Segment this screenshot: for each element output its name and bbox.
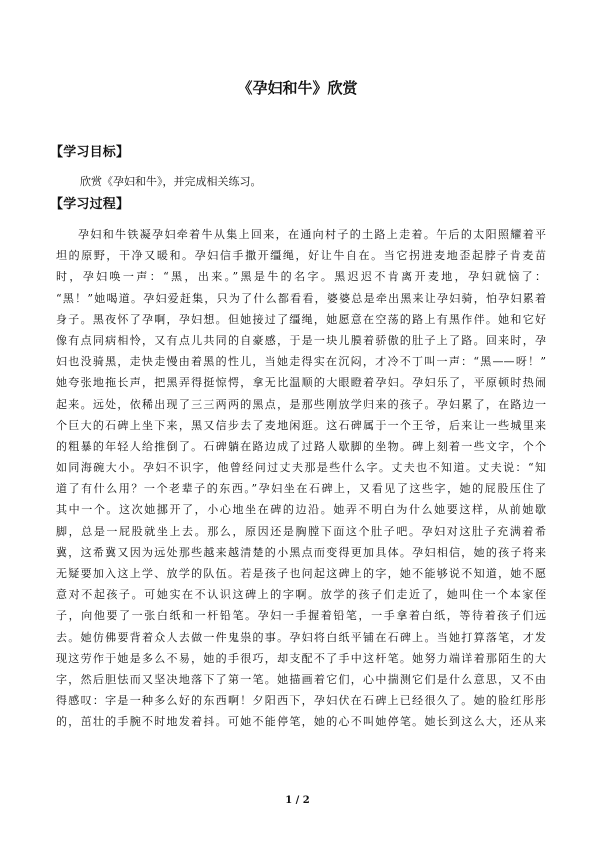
body-line: 冀，这希冀又因为远处那些越来越清楚的小黑点而变得更加具体。孕妇相信，她的孩子将来 bbox=[56, 545, 546, 559]
body-line: 意对不起孩子。可她实在不认识这碑上的字啊。放学的孩子们走近了，她叫住一个本家侄 bbox=[56, 588, 546, 602]
body-line: 其中一个。这次她挪开了，小心地坐在碑的边沿。她弄不明白为什么她要这样，从前她歇 bbox=[56, 503, 546, 517]
body-line: 无疑要加入这上学、放学的队伍。若是孩子也问起这碑上的字，她不能够说不知道，她不愿 bbox=[56, 567, 546, 580]
body-line: 身子。黑夜怀了孕啊，孕妇想。但她接过了缰绳，她愿意在空荡的路上有黑作伴。她和它好 bbox=[56, 312, 546, 326]
body-line: 孕妇和牛铁凝孕妇牵着牛从集上回来，在通向村子的土路上走着。午后的太阳照耀着平 bbox=[78, 228, 546, 241]
body-line: 坦的原野，干净又暖和。孕妇信手撒开缰绳，好让牛自在。当它拐进麦地歪起脖子肯麦苗 bbox=[56, 249, 546, 263]
body-line: 个巨大的石碑上坐下来，黑又信步去了麦地闲逛。这石碑属于一个王爷，后来让一些城里来 bbox=[56, 418, 546, 432]
page-number: 1 / 2 bbox=[285, 795, 310, 806]
body-line: 的粗暴的年轻人给推倒了。石碑躺在路边成了过路人歇脚的坐物。碑上刻着一些文字，个个 bbox=[56, 439, 546, 453]
body-line: 现这劳作于她是多么不易，她的手很巧，却支配不了手中这杆笔。她努力端详着那陌生的大 bbox=[56, 651, 546, 665]
body-line: 字，然后胆怯而又坚决地落下了第一笔。她描画着它们，心中揣测它们是什么意思，又不由 bbox=[56, 672, 546, 686]
body-line: 的，茁壮的手腕不时地发着抖。可她不能停笔，她的心不叫她停笔。她长到这么大，还从来 bbox=[56, 715, 546, 729]
body-line: 去。她仿佛要背着众人去做一件鬼祟的事。孕妇将白纸平铺在石碑上。当她打算落笔，才发 bbox=[56, 630, 546, 644]
objective-text: 欣赏《孕妇和牛》，并完成相关练习。 bbox=[80, 175, 262, 188]
body-line: 道了有什么用？一个老辈子的东西。”孕妇坐在石碑上，又看见了这些字，她的屁股压住了 bbox=[56, 482, 546, 496]
body-line: 如同海碗大小。孕妇不识字，他曾经问过丈夫那是些什么字。丈夫也不知道。丈夫说：“知 bbox=[56, 461, 546, 475]
story-body bbox=[56, 224, 546, 733]
section-heading-objectives: 【学习目标】 bbox=[50, 145, 130, 160]
section-heading-process: 【学习过程】 bbox=[50, 197, 130, 212]
body-line: 时，孕妇唤一声：“黑，出来。”黑是牛的名字。黑迟迟不肯离开麦地，孕妇就恼了： bbox=[56, 270, 546, 284]
body-line: 子，向他要了一张白纸和一杆铅笔。孕妇一手握着铅笔，一手拿着白纸，等待着孩子们远 bbox=[56, 609, 546, 623]
body-line: 妇也没骑黑，走快走慢由着黑的性儿，当她走得实在沉闷，才冷不丁叫一声：“黑——呀！” bbox=[56, 355, 546, 369]
body-line: “黑！”她喝道。孕妇爱赶集，只为了什么都看看，婆婆总是牵出黑来让孕妇骑，怕孕妇累着 bbox=[56, 291, 546, 305]
page-title: 《孕妇和牛》欣赏 bbox=[237, 79, 358, 97]
body-line: 起来。远处，依稀出现了三三两两的黑点，是那些刚放学归来的孩子。孕妇累了，在路边一 bbox=[56, 397, 546, 411]
body-line: 像有点同病相怜，又有点儿共同的自豪感，于是一块儿膜着骄傲的肚子上了路。回来时，孕 bbox=[56, 333, 546, 347]
body-line: 得感叹：字是一种多么好的东西啊！夕阳西下，孕妇伏在石碑上已经很久了。她的脸红彤彤 bbox=[56, 694, 546, 708]
body-line: 脚，总是一屁股就坐上去。那么，原因还是胸膛下面这个肚子吧。孕妇对这肚子充满着希 bbox=[56, 524, 546, 538]
body-line: 她夸张地拖长声，把黑弄得挺惊愕，拿无比温顺的大眼瞪着孕妇。孕妇乐了，平原顿时热闹 bbox=[56, 376, 546, 390]
